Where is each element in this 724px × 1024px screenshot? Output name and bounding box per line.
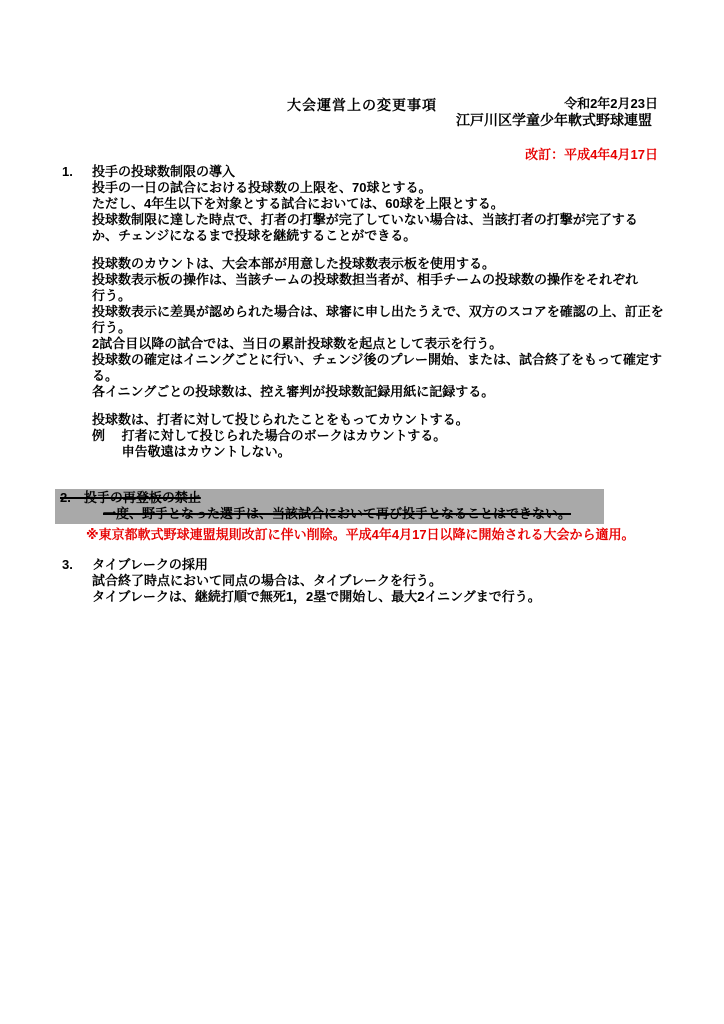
text-line: 投球数は、打者に対して投じられたことをもってカウントする。 bbox=[92, 412, 469, 427]
section-heading: タイブレークの採用 bbox=[92, 557, 208, 572]
text-line: 各イニングごとの投球数は、控え審判が投球数記録用紙に記録する。 bbox=[92, 384, 495, 399]
page-title: 大会運営上の変更事項 bbox=[287, 97, 437, 113]
section-heading-row bbox=[62, 557, 702, 573]
revision-date: 改訂：平成4年4月17日 bbox=[525, 147, 658, 162]
organization-name: 江戸川区学童少年軟式野球連盟 bbox=[456, 112, 652, 128]
text-line: 投球数の確定はイニングごとに行い、チェンジ後のプレー開始、または、試合終了をもって確定す bbox=[92, 352, 662, 367]
text-line: 投球数のカウントは、大会本部が用意した投球数表示板を使用する。 bbox=[92, 256, 496, 271]
text-line: 行う。 bbox=[92, 288, 132, 303]
text-line: 投球数制限に達した時点で、打者の打撃が完了していない場合は、当該打者の打撃が完了する bbox=[92, 212, 638, 227]
text-line: 申告敬遠はカウントしない。 bbox=[92, 444, 291, 459]
struck-rule-row bbox=[55, 506, 604, 522]
section-heading-row bbox=[62, 164, 702, 180]
section-pitch-count-limit bbox=[62, 164, 702, 460]
struck-section-heading: 2. 投手の再登板の禁止 bbox=[60, 490, 201, 505]
text-line: 行う。 bbox=[92, 320, 132, 335]
text-line: タイブレークは、継続打順で無死1，2塁で開始し、最大2イニングまで行う。 bbox=[92, 589, 541, 604]
section-tiebreak bbox=[62, 557, 702, 605]
section-number: 3. bbox=[62, 557, 73, 572]
section-number: 1. bbox=[62, 164, 73, 179]
text-line: か、チェンジになるまで投球を継続することができる。 bbox=[92, 228, 417, 243]
text-line bbox=[92, 400, 702, 412]
text-line: 投手の一日の試合における投球数の上限を、70球とする。 bbox=[92, 180, 432, 195]
issue-date: 令和2年2月23日 bbox=[564, 96, 658, 111]
section-body bbox=[92, 180, 702, 460]
text-line: 試合終了時点において同点の場合は、タイブレークを行う。 bbox=[92, 573, 442, 588]
text-line bbox=[92, 244, 702, 256]
deleted-rule-highlight bbox=[55, 489, 604, 524]
section-pitcher-return-ban bbox=[55, 489, 655, 543]
text-line: 投球数表示板の操作は、当該チームの投球数担当者が、相手チームの投球数の操作をそれぞれ bbox=[92, 272, 639, 287]
text-line: る。 bbox=[92, 368, 119, 383]
struck-rule-text: 一度、野手となった選手は、当該試合において再び投手となることはできない。 bbox=[103, 506, 572, 521]
deletion-note: ※東京都軟式野球連盟規則改訂に伴い削除。平成4年4月17日以降に開始される大会から適用。 bbox=[86, 527, 635, 542]
section-heading: 投手の投球数制限の導入 bbox=[92, 164, 236, 179]
text-line: 例 打者に対して投じられた場合のボークはカウントする。 bbox=[92, 428, 447, 443]
text-line: 投球数表示に差異が認められた場合は、球審に申し出たうえで、双方のスコアを確認の上、訂正を bbox=[92, 304, 664, 319]
section-body bbox=[92, 573, 702, 605]
text-line: 2試合目以降の試合では、当日の累計投球数を起点として表示を行う。 bbox=[92, 336, 503, 351]
text-line: ただし、4年生以下を対象とする試合においては、60球を上限とする。 bbox=[92, 196, 504, 211]
